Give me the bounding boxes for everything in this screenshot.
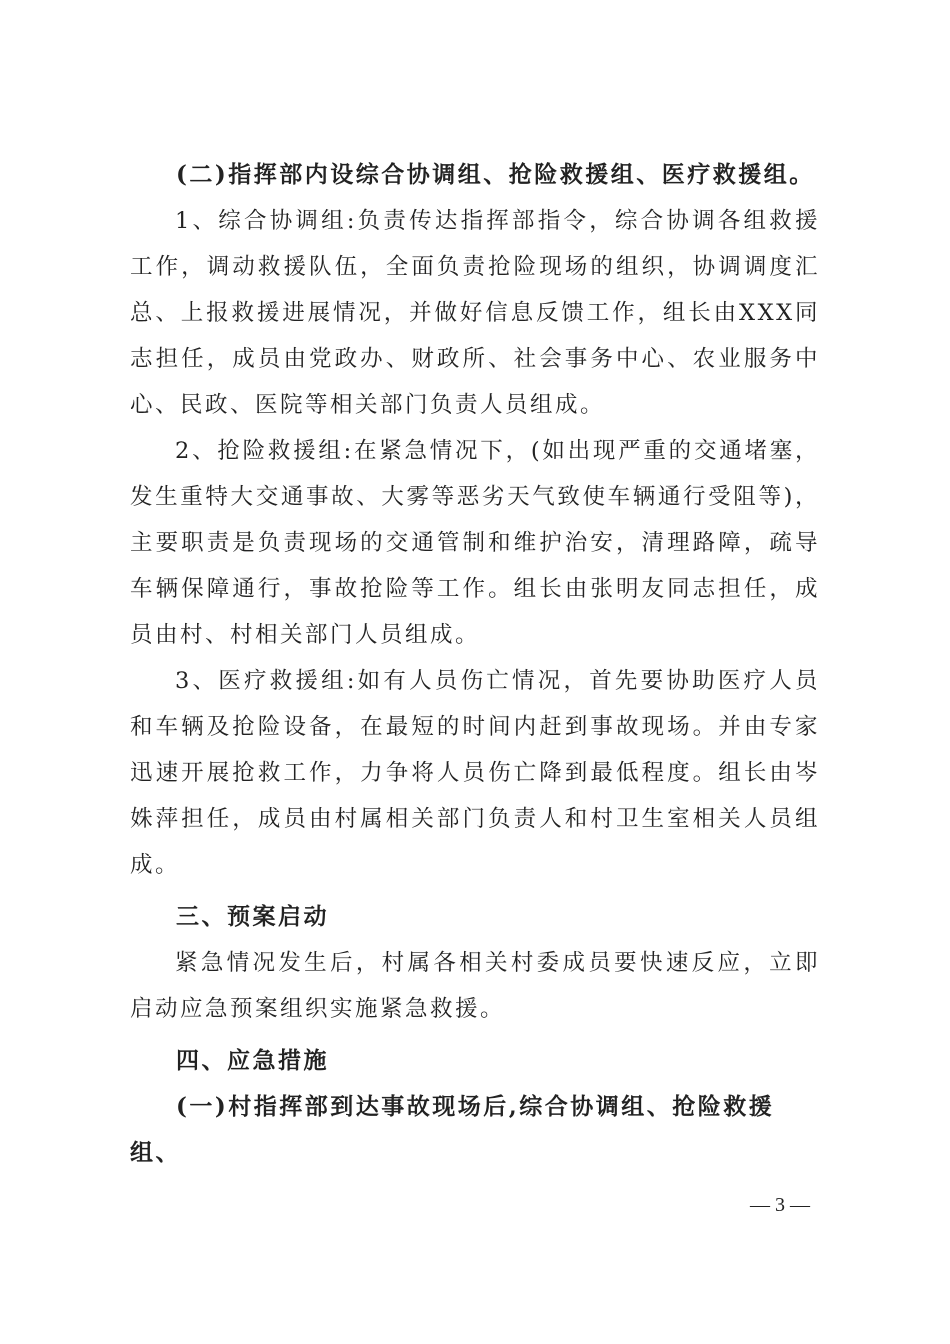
paragraph-medical-group: 3、医疗救援组:如有人员伤亡情况，首先要协助医疗人员和车辆及抢险设备，在最短的时间内赶到事故现场。并由专家迅速开展抢救工作，力争将人员伤亡降到最低程度。组长由岑姝萍担任，成员由村属相关部门负责人和村卫生室相关人员组成。 (130, 668, 820, 878)
page-number: — 3 — (750, 1194, 810, 1216)
document-body (130, 152, 820, 1176)
section-heading-command-groups: (二)指挥部内设综合协调组、抢险救援组、医疗救援组。 (176, 161, 815, 188)
paragraph-rescue-group: 2、抢险救援组:在紧急情况下，(如出现严重的交通堵塞，发生重特大交通事故、大雾等恶劣天气致使车辆通行受阻等)，主要职责是负责现场的交通管制和维护治安，清理路障，疏导车辆保障通行，事故抢险等工作。组长由张明友同志担任，成员由村、村相关部门人员组成。 (130, 438, 820, 648)
heading-plan-activation: 三、预案启动 (176, 903, 329, 930)
heading-emergency-measures: 四、应急措施 (176, 1047, 329, 1074)
sub-heading-arrival: (一)村指挥部到达事故现场后,综合协调组、抢险救援组、 (130, 1093, 775, 1166)
paragraph-plan-activation: 紧急情况发生后，村属各相关村委成员要快速反应，立即启动应急预案组织实施紧急救援。 (130, 950, 820, 1022)
paragraph-coordination-group: 1、综合协调组:负责传达指挥部指令，综合协调各组救援工作，调动救援队伍，全面负责抢险现场的组织，协调调度汇总、上报救援进展情况，并做好信息反馈工作，组长由XXX同志担任，成员由党政办、财政所、社会事务中心、农业服务中心、民政、医院等相关部门负责人员组成。 (130, 208, 820, 418)
